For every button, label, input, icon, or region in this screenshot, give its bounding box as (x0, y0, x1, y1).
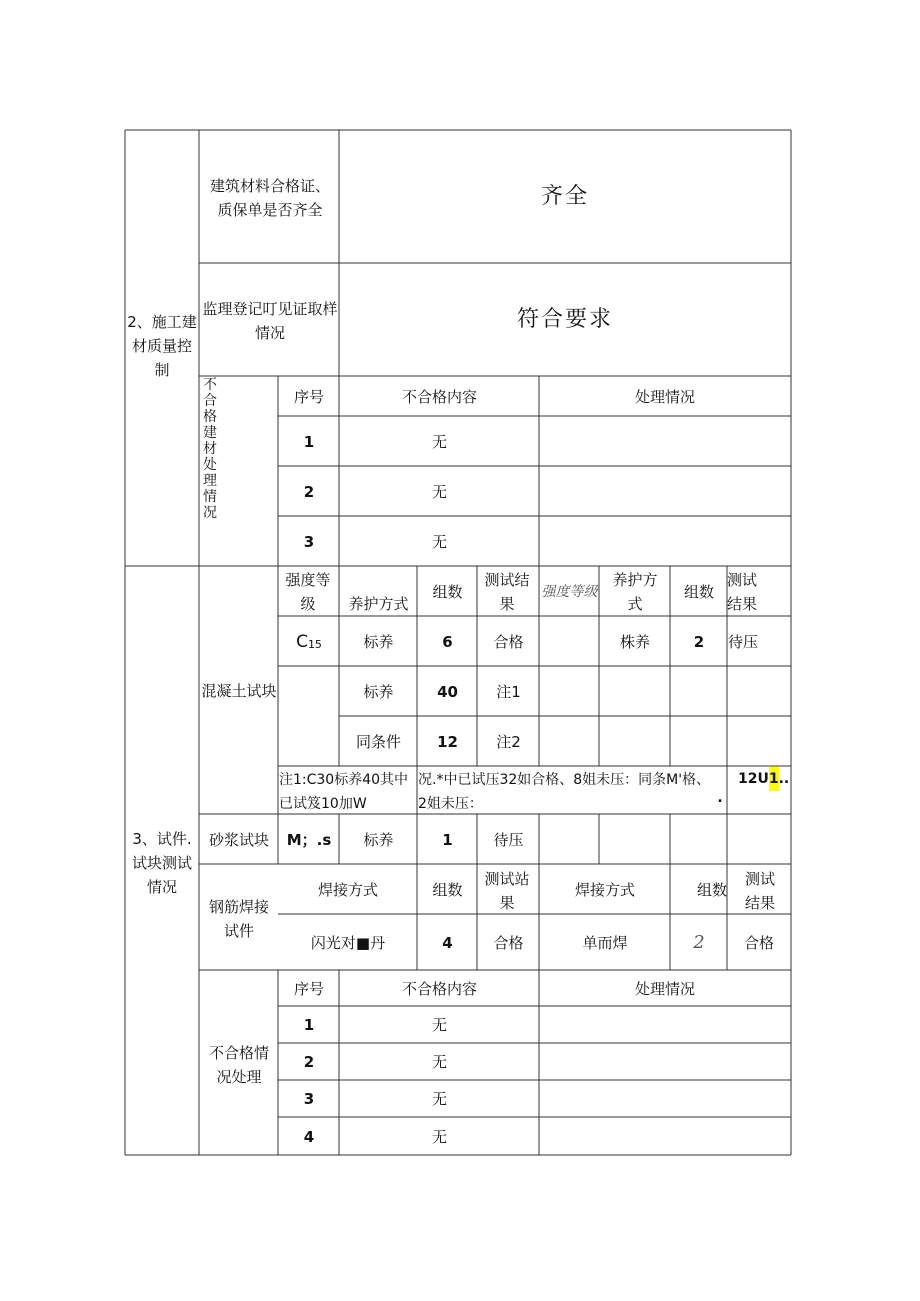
rebar-row-count-2: 2 (693, 931, 705, 953)
concrete-row1-curing-2: 株养 (619, 632, 650, 651)
fail-row-handling (540, 1007, 790, 1043)
sec2-r3-row-content: 无 (431, 532, 447, 551)
mortar-count: 1 (442, 830, 453, 849)
sec2-r3-label: 不合格建材处理情况 (203, 377, 217, 521)
sec2-r3-row-handling (540, 467, 790, 516)
concrete-row3-count: 12 (437, 732, 458, 751)
sec2-r3-row-no: 1 (303, 432, 315, 451)
rebar-label: 钢筋焊接试件 (208, 898, 269, 940)
concrete-note-right-b: .. (778, 771, 790, 787)
fail-row-no: 2 (303, 1053, 315, 1071)
concrete-header-grade: 强度等级 (285, 571, 331, 613)
concrete-header-curing-2: 养护方式 (612, 571, 658, 613)
concrete-row1-count: 6 (442, 632, 453, 651)
concrete-row1-result-2: 待压 (728, 632, 759, 651)
concrete-grade (279, 617, 339, 666)
concrete-row3-result: 注2 (496, 732, 521, 751)
concrete-row2-count: 40 (437, 682, 458, 701)
concrete-header-count: 组数 (432, 582, 463, 601)
fail-header-no: 序号 (293, 979, 324, 998)
sec3-label: 3、试件.试块测试情况 (131, 830, 192, 896)
concrete-label: 混凝土试块 (201, 682, 277, 700)
rebar-header-result-2: 测试结果 (744, 869, 775, 912)
concrete-note-dot: . (717, 790, 723, 806)
sec2-r3-row-no: 2 (303, 482, 315, 501)
rebar-header-count-2: 组数 (696, 880, 727, 899)
concrete-header-result-2: 测试结果 (727, 571, 758, 613)
sec2-r1-value: 齐全 (540, 184, 589, 209)
fail-row-no: 4 (303, 1127, 315, 1146)
rebar-row-result: 合格 (493, 933, 524, 952)
sec2-r3-header-no: 序号 (293, 387, 324, 406)
concrete-header-curing: 养护方式 (348, 595, 409, 613)
concrete-row2-curing: 标养 (363, 682, 394, 701)
fail-label: 不合格情况处理 (208, 1044, 269, 1086)
rebar-header-method: 焊接方式 (317, 880, 378, 899)
rebar-header-result: 测试站果 (484, 869, 530, 912)
sec2-r3-row-no: 3 (303, 532, 315, 551)
rebar-row-method-2: 单而焊 (582, 933, 628, 952)
sec2-r2-label: 监理登记叮见证取样情况 (202, 300, 338, 342)
fail-header-handling: 处理情况 (634, 979, 695, 998)
fail-row-content: 无 (431, 1127, 447, 1146)
sec2-r3-row-handling (540, 417, 790, 466)
fail-row-content: 无 (431, 1090, 447, 1108)
fail-header-content: 不合格内容 (401, 979, 477, 998)
fail-row-handling (540, 1081, 790, 1117)
mortar-curing: 标养 (363, 830, 394, 849)
concrete-note-right-hl: 1 (769, 767, 779, 791)
rebar-row-method: 闪光对■丹 (310, 933, 386, 952)
concrete-row1-count-2: 2 (693, 632, 705, 651)
rebar-header-count: 组数 (432, 880, 463, 899)
mortar-grade: M；.s (286, 830, 332, 849)
concrete-row1-result: 合格 (493, 632, 524, 651)
concrete-row2-result: 注1 (496, 682, 521, 701)
mortar-result: 待压 (493, 830, 524, 849)
sec2-r3-row-content: 无 (431, 482, 447, 501)
sec2-r3-row-handling (540, 517, 790, 566)
concrete-note-right (738, 766, 790, 792)
fail-row-content: 无 (431, 1053, 447, 1071)
concrete-note-right-a: 12U (738, 771, 769, 787)
sec2-label: 2、施工建材质量控制 (127, 313, 197, 379)
concrete-row1-curing: 标养 (363, 632, 394, 651)
concrete-row3-curing: 同条件 (355, 732, 401, 751)
mortar-label: 砂浆试块 (208, 830, 269, 849)
rebar-header-method-2: 焊接方式 (574, 880, 635, 899)
concrete-note-mid: 况.*中已试压32如合格、8姐未压：同条M'格、2姐未压： (418, 772, 711, 812)
fail-row-content: 无 (431, 1016, 447, 1034)
sec2-r3-header-handling: 处理情况 (634, 387, 695, 406)
rebar-row-result-2: 合格 (743, 933, 774, 952)
rebar-row-count: 4 (442, 933, 453, 952)
sec2-r3-row-content: 无 (431, 432, 447, 451)
sec2-r3-header-content: 不合格内容 (401, 387, 477, 406)
concrete-header-result: 测试结果 (484, 571, 530, 613)
fail-row-handling (540, 1118, 790, 1155)
concrete-header-count-2: 组数 (683, 582, 714, 601)
concrete-header-grade-2: 强度等级 (541, 583, 598, 600)
fail-row-no: 3 (303, 1090, 315, 1108)
concrete-note-left: 注1:C30标养40其中已试笈10加W (279, 772, 409, 812)
concrete-row1-grade-2 (540, 617, 599, 666)
concrete-grade-sub: 15 (307, 637, 322, 651)
sec2-r2-value: 符合要求 (516, 307, 613, 332)
sec2-r1-label: 建筑材料合格证、质保单是否齐全 (209, 177, 330, 219)
fail-row-handling (540, 1044, 790, 1080)
concrete-grade-letter: C (296, 631, 308, 652)
fail-row-no: 1 (303, 1016, 315, 1034)
